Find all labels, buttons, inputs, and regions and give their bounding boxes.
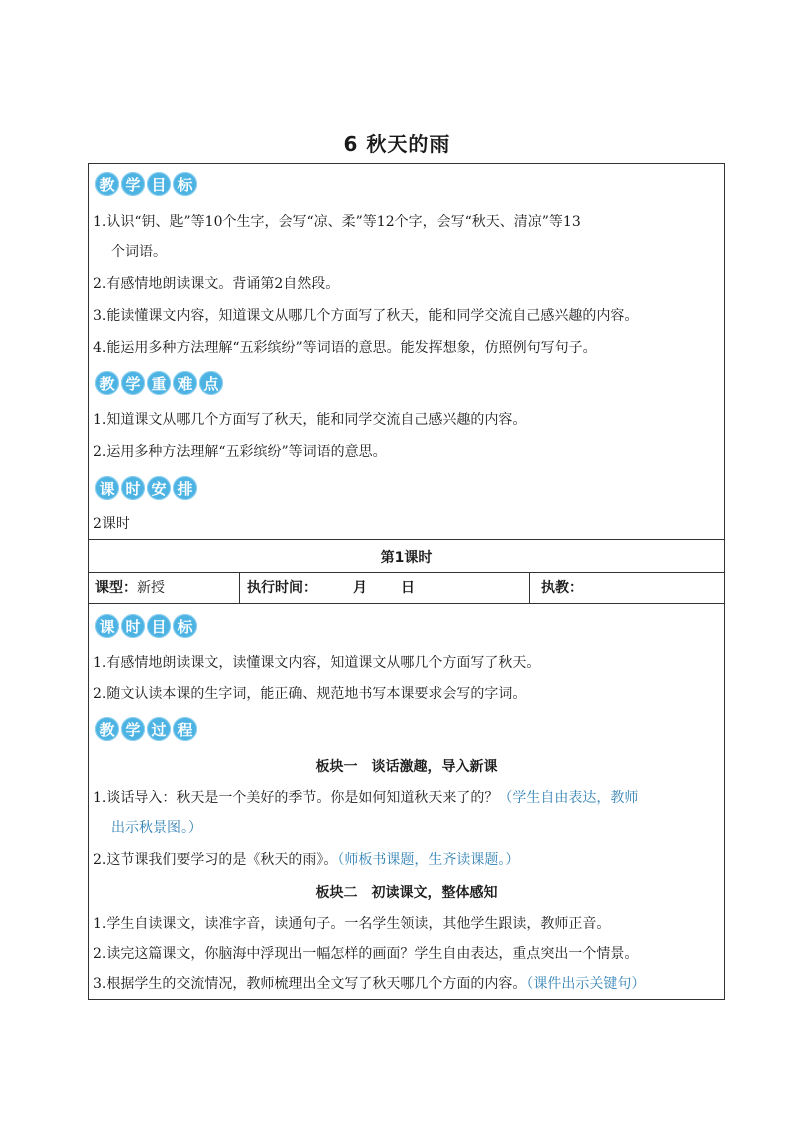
lesson-objective-item: 2.随文认读本课的生字词，能正确、规范地书写本课要求会写的字词。 <box>93 686 527 702</box>
heading-teaching-objectives: 教 学 目 标 <box>95 172 197 196</box>
block2-title: 板块二 初读课文，整体感知 <box>315 885 498 901</box>
process-item-continued: 出示秋景图。） <box>111 820 202 836</box>
heading-schedule: 课 时 安 排 <box>95 476 197 500</box>
process-item: 3.根据学生的交流情况，教师梳理出全文写了秋天哪几个方面的内容。（课件出示关键句） <box>93 976 646 992</box>
heading-lesson-objectives: 课 时 目 标 <box>95 614 197 638</box>
objective-item: 1.认识“钥、匙”等10个生字，会写“凉、柔”等12个字，会写“秋天、清凉”等13 <box>93 214 581 230</box>
execution-time: 执行时间： 月 日 <box>247 580 415 596</box>
objective-item: 3.能读懂课文内容，知道课文从哪几个方面写了秋天，能和同学交流自己感兴趣的内容。 <box>93 308 639 324</box>
process-item: 1.学生自读课文，读准字音，读通句子。一名学生领读，其他学生跟读，教师正音。 <box>93 916 611 932</box>
objective-item-continued: 个词语。 <box>111 244 167 260</box>
teacher: 执教： <box>541 580 583 596</box>
heading-teaching-process: 教 学 过 程 <box>95 717 197 741</box>
overview-box <box>88 163 725 540</box>
key-point-item: 1.知道课文从哪几个方面写了秋天，能和同学交流自己感兴趣的内容。 <box>93 412 527 428</box>
meta-row <box>88 572 725 604</box>
process-item: 2.读完这篇课文，你脑海中浮现出一幅怎样的画面？学生自由表达，重点突出一个情景。 <box>93 946 639 962</box>
lesson-label: 第1课时 <box>380 550 433 566</box>
process-item: 1.谈话导入：秋天是一个美好的季节。你是如何知道秋天来了的？（学生自由表达，教师 <box>93 790 639 806</box>
heading-key-points: 教 学 重 难 点 <box>95 371 223 395</box>
lesson-row <box>88 539 725 573</box>
key-point-item: 2.运用多种方法理解“五彩缤纷”等词语的意思。 <box>93 444 387 460</box>
schedule-text: 2课时 <box>93 516 130 532</box>
objective-item: 2.有感情地朗读课文。背诵第2自然段。 <box>93 276 340 292</box>
objective-item: 4.能运用多种方法理解“五彩缤纷”等词语的意思。能发挥想象，仿照例句写句子。 <box>93 340 597 356</box>
page-title: 6 秋天的雨 <box>343 132 451 156</box>
process-item: 2.这节课我们要学习的是《秋天的雨》。（师板书课题，生齐读课题。） <box>93 852 520 868</box>
lesson-box <box>88 603 725 1000</box>
lesson-objective-item: 1.有感情地朗读课文，读懂课文内容，知道课文从哪几个方面写了秋天。 <box>93 655 541 671</box>
block1-title: 板块一 谈话激趣，导入新课 <box>315 759 498 775</box>
lesson-type: 课型：新授 <box>95 580 165 596</box>
